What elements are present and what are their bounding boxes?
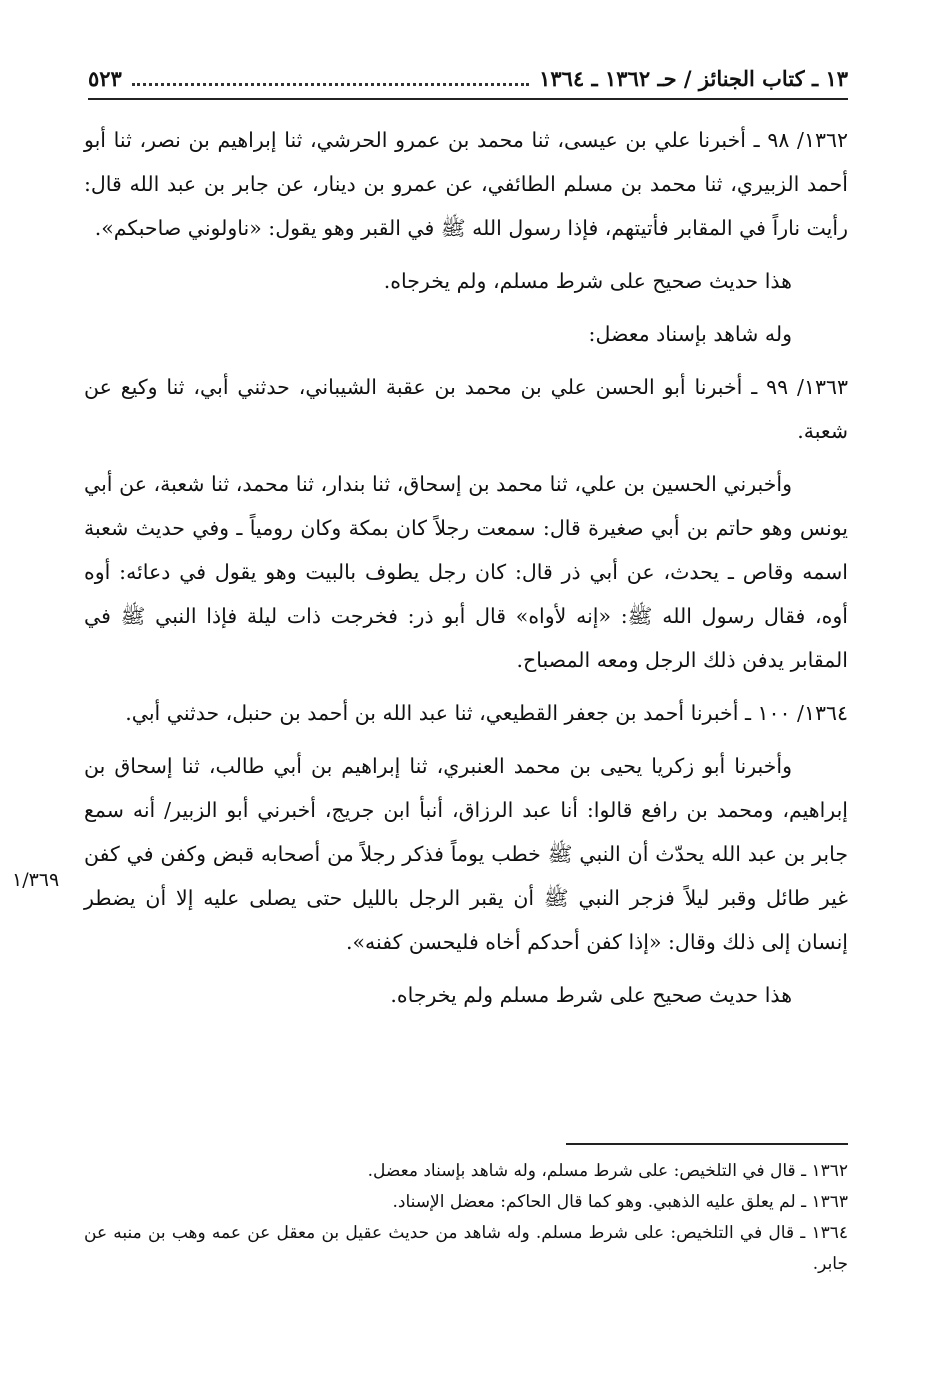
hadith-1364: ١٣٦٤/ ١٠٠ ـ أخبرنا أحمد بن جعفر القطيعي، ثنا عبد الله بن أحمد بن حنبل، حدثني أبي. [125,701,848,725]
page-number: ٥٢٣ [88,65,122,91]
footnote-1364: ١٣٦٤ ـ قال في التلخيص: على شرط مسلم. وله شاهد من حديث عقيل بن معقل عن عمه وهب بن منبه عن جابر. [84,1223,848,1274]
page-header [88,58,848,100]
footnotes [84,1156,848,1280]
witness-note: وله شاهد بإسناد معضل: [588,322,792,346]
grading-1362: هذا حديث صحيح على شرط مسلم، ولم يخرجاه. [383,269,792,293]
main-text [84,118,848,1026]
footnote-1363: ١٣٦٣ ـ لم يعلق عليه الذهبي. وهو كما قال الحاكم: معضل الإسناد. [392,1192,848,1212]
footnote-separator [566,1143,848,1145]
grading-1364: هذا حديث صحيح على شرط مسلم ولم يخرجاه. [390,983,792,1007]
running-title: ١٣ ـ كتاب الجنائز / حـ ١٣٦٢ ـ ١٣٦٤ [539,65,848,91]
hadith-1363-chain: وأخبرني الحسين بن علي، ثنا محمد بن إسحاق، ثنا بندار، ثنا محمد، ثنا شعبة، عن أبي يونس وهو حاتم بن أبي صغيرة قال: سمعت رجلاً كان بمكة وكان رومياً ـ وفي حديث شعبة اسمه وقاص ـ يحدث، عن أبي ذر قال: كان رجل يطوف بالبيت وهو يقول في دعائه: أوه أوه، فقال رسول الله ﷺ: «إنه لأواه» قال أبو ذر: فخرجت ذات ليلة فإذا النبي ﷺ في المقابر يدفن ذلك الرجل ومعه المصباح. [84,472,848,672]
hadith-1362: ١٣٦٢/ ٩٨ ـ أخبرنا علي بن عيسى، ثنا محمد بن عمرو الحرشي، ثنا إبراهيم بن نصر، ثنا أبو أحمد الزبيري، ثنا محمد بن مسلم الطائفي، عن عمرو بن دينار، عن جابر بن عبد الله قال: رأيت ناراً في المقابر فأتيتهم، فإذا رسول الله ﷺ في القبر وهو يقول: «ناولوني صاحبكم». [84,128,848,240]
hadith-1364-chain: وأخبرنا أبو زكريا يحيى بن محمد العنبري، ثنا إبراهيم بن أبي طالب، ثنا إسحاق بن إبراهيم، ومحمد بن رافع قالوا: أنا عبد الرزاق، أنبأ ابن جريج، أخبرني أبو الزبير/ أنه سمع جابر بن عبد الله يحدّث أن النبي ﷺ خطب يوماً فذكر رجلاً من أصحابه قبض وكفن في كفن غير طائل وقبر ليلاً فزجر النبي ﷺ أن يقبر الرجل بالليل حتى يصلى عليه إلا أن يضطر إنسان إلى ذلك وقال: «إذا كفن أحدكم أخاه فليحسن كفنه». [84,754,848,954]
header-leader-dots [132,83,529,86]
margin-reference: ١/٣٦٩ [12,869,60,891]
hadith-1363: ١٣٦٣/ ٩٩ ـ أخبرنا أبو الحسن علي بن محمد بن عقبة الشيباني، حدثني أبي، ثنا وكيع عن شعبة. [84,375,848,443]
footnote-1362: ١٣٦٢ ـ قال في التلخيص: على شرط مسلم، وله شاهد بإسناد معضل. [367,1161,848,1181]
